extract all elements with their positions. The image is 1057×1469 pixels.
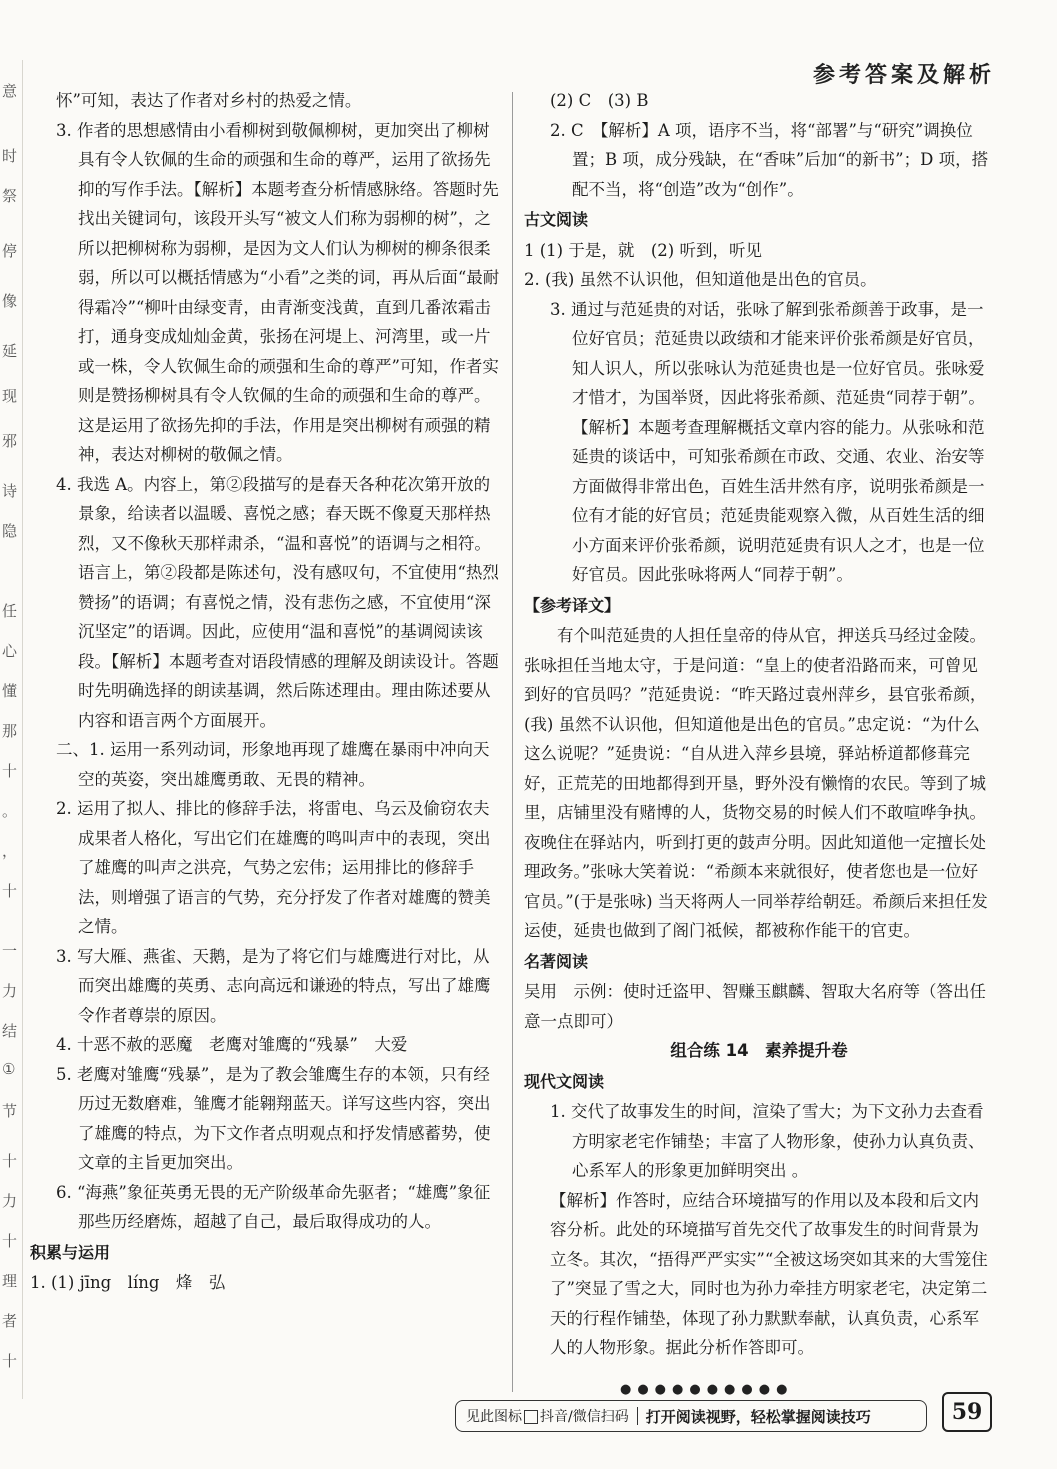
answer-item: 6. “海燕”象征英勇无畏的无产阶级革命先驱者；“雄鹰”象征那些历经磨炼，超越了自己，最后取得成功的人。 [56,1182,491,1231]
answer-item: 2. C 【解析】A 项，语序不当，将“部署”与“研究”调换位置；B 项，成分残缺，在“香味”后加“的新书”；D 项，搭配不当，将“创造”改为“创作”。 [550,120,989,199]
answer-item: 3. 作者的思想感情由小看柳树到敬佩柳树，更加突出了柳树具有令人钦佩的生命的顽强和生命的尊严，运用了欲扬先抑的写作手法。【解析】本题考查分析情感脉络。答题时先找出关键词句，该段开头写“被文人们称为弱柳的树”，之所以把柳树称为弱柳，是因为文人们认为柳树的柳条很柔弱，所以可以概括情感为“小看”之类的词，再从后面“最耐得霜冷”“柳叶由绿变青，由青渐变浅黄，直到几番浓霜击打，通身变成灿灿金黄，张扬在河堤上、河湾里，或一片或一株，令人钦佩生命的顽强和生命的尊严”可知，作者实则是赞扬柳树具有令人钦佩的生命的顽强和生命的尊严。这是运用了欲扬先抑的手法，作用是突出柳树有顽强的精神，表达对柳树的敬佩之情。 [56,120,500,464]
right-column [524,86,994,1363]
edge-glyph: ， [2,842,18,860]
answer-item: 2. 运用了拟人、排比的修辞手法，将雷电、乌云及偷窃农夫成果者人格化，写出它们在雄鹰的鸣叫声中的表现，突出了雄鹰的叫声之洪亮，气势之宏伟；运用排比的修辞手法，则增强了语言的气势，充分抒发了作者对雄鹰的赞美之情。 [56,799,491,936]
footer-separator [637,1407,638,1425]
edge-glyph: 诗 [2,482,18,500]
footer-dots: ●●●●●●●●●● [620,1382,794,1397]
page-number: 59 [942,1392,992,1432]
answer-line: 1 (1) 于是，就 (2) 听到，听见 [524,240,762,260]
answer-item: 二、1. 运用一系列动词，形象地再现了雄鹰在暴雨中冲向天空的英姿，突出雄鹰勇敢、无畏的精神。 [56,740,490,789]
edge-glyph: 邪 [2,432,18,450]
answer-item: 1. 交代了故事发生的时间，渲染了雪大；为下文孙力去查看方明家老宅作铺垫；丰富了人物形象，使孙力认真负责、心系军人的形象更加鲜明突出 。 [550,1102,985,1180]
edge-glyph: 祭 [2,187,18,205]
answer-item: 4. 我选 A。内容上，第②段描写的是春天各种花次第开放的景象，给读者以温暖、喜悦之感；春天既不像夏天那样热烈，又不像秋天那样肃杀，“温和喜悦”的语调与之相符。语言上，第②段都是陈述句，没有感叹句，不宜使用“热烈赞扬”的语调；有喜悦之情，没有悲伤之感，不宜使用“深沉坚定”的语调。因此，应使用“温和喜悦”的基调阅读该段。【解析】本题考查对语段情感的理解及朗读设计。答题时先明确选择的朗读基调，然后陈述理由。理由陈述要从内容和语言两个方面展开。 [56,474,499,730]
exercise-title: 组合练 14 素养提升卷 [670,1041,848,1060]
footer-scan-label-2: 抖音/微信扫码 [540,1409,629,1425]
edge-glyph: 。 [2,802,18,820]
qr-code-icon [524,1410,538,1424]
footer-scan-label: 见此图标 [466,1409,522,1425]
section-heading: 名著阅读 [524,951,589,971]
answer-line: (2) C (3) B [550,91,649,110]
translation-paragraph: 有个叫范延贵的人担任皇帝的侍从官，押送兵马经过金陵。张咏担任当地太守，于是问道：“皇上的使者沿路而来，可曾见到好的官员吗？”范延贵说：“昨天路过袁州萍乡，县官张希颜，(我) 虽然不认识他，但知道他是出色的官员。”忠定说：“为什么这么说呢？”延贵说：“自从进入萍乡县境，驿站桥道都修葺完好，正荒芜的田地都得到开垦，野外没有懒惰的农民。等到了城里，店铺里没有赌博的人，货物交易的时候人们不敢喧哗争执。夜晚住在驿站内，听到打更的鼓声分明。因此知道他一定擅长处理政务。”张咏大笑着说：“希颜本来就很好，使者您也是一位好官员。”(于是张咏) 当天将两人一同举荐给朝廷。希颜后来担任发运使，延贵也做到了阁门祗候，都被称作能干的官吏。 [524,626,988,940]
edge-glyph: 力 [2,982,18,1000]
answer-item: 3. 写大雁、燕雀、天鹅，是为了将它们与雄鹰进行对比，从而突出雄鹰的英勇、志向高远和谦逊的特点，写出了雄鹰令作者尊崇的原因。 [56,946,491,1025]
edge-glyph: 十 [2,1352,18,1370]
footer [455,1382,1045,1434]
section-heading: 积累与运用 [30,1242,111,1262]
edge-glyph: 节 [2,1102,18,1120]
edge-glyph: 力 [2,1192,18,1210]
edge-glyph: 十 [2,1232,18,1250]
edge-glyph: 延 [2,342,18,360]
edge-glyph: 隐 [2,522,18,540]
left-column [30,86,500,1298]
section-heading: 古文阅读 [524,210,589,229]
answer-line: 怀”可知，表达了作者对乡村的热爱之情。 [56,91,362,110]
section-heading: 【参考译文】 [524,595,621,615]
edge-glyph: 懂 [2,682,18,700]
edge-glyph: 像 [2,292,18,310]
page-header-title: 参考答案及解析 [812,63,995,88]
edge-glyph: 十 [2,882,18,900]
edge-glyph: 时 [2,147,18,165]
edge-glyph: 十 [2,762,18,780]
column-divider [512,92,513,1392]
edge-glyph: 者 [2,1312,18,1330]
edge-glyph: 结 [2,1022,18,1040]
answer-line: 2. (我) 虽然不认识他，但知道他是出色的官员。 [524,270,877,289]
answer-line: 吴用 示例：使时迁盗甲、智赚玉麒麟、智取大名府等（答出任意一点即可） [524,982,986,1031]
answer-item: 4. 十恶不赦的恶魔 老鹰对雏鹰的“残暴” 大爱 [56,1035,408,1054]
edge-glyph: 理 [2,1272,18,1290]
left-edge-cropped-text [0,60,23,1399]
footer-banner [455,1400,927,1432]
answer-item: 5. 老鹰对雏鹰“残暴”，是为了教会雏鹰生存的本领，只有经历过无数磨难，雏鹰才能翱翔蓝天。详写这些内容，突出了雄鹰的特点，为下文作者点明观点和抒发情感蓄势，使文章的主旨更加突出。 [56,1064,491,1172]
section-heading: 现代文阅读 [524,1071,605,1091]
edge-glyph: 十 [2,1152,18,1170]
edge-glyph: 一 [2,942,18,960]
edge-glyph: 那 [2,722,18,740]
edge-glyph: 心 [2,642,18,660]
answer-item: 3. 通过与范延贵的对话，张咏了解到张希颜善于政事，是一位好官员；范延贵以政绩和才能来评价张希颜是好官员，知人识人，所以张咏认为范延贵也是一位好官员。张咏爱才惜才，为国举贤，因此将张希颜、范延贵“同荐于朝”。【解析】本题考查理解概括文章内容的能力。从张咏和范延贵的谈话中，可知张希颜在市政、交通、农业、治安等方面做得非常出色，百姓生活井然有序，说明张希颜是一位有才能的好官员；范延贵能观察入微，从百姓生活的细小方面来评价张希颜，说明范延贵有识人之才，也是一位好官员。因此张咏将两人“同荐于朝”。 [550,299,985,584]
footer-slogan: 打开阅读视野，轻松掌握阅读技巧 [645,1407,871,1426]
edge-glyph: ① [2,1060,16,1078]
edge-glyph: 现 [2,387,18,405]
edge-glyph: 停 [2,242,18,260]
edge-glyph: 任 [2,602,18,620]
answer-analysis: 【解析】作答时，应结合环境描写的作用以及本段和后文内容分析。此处的环境描写首先交代了故事发生的时间背景为立冬。其次，“捂得严严实实”“全被这场突如其来的大雪笼住了”突显了雪之大，同时也为孙力牵挂方明家老宅，决定第二天的行程作铺垫，体现了孙力默默奉献，认真负责，心系军人的人物形象。据此分析作答即可。 [550,1190,988,1357]
edge-glyph: 意 [2,82,18,100]
answer-line: 1. (1) jīng líng 烽 弘 [30,1273,226,1292]
